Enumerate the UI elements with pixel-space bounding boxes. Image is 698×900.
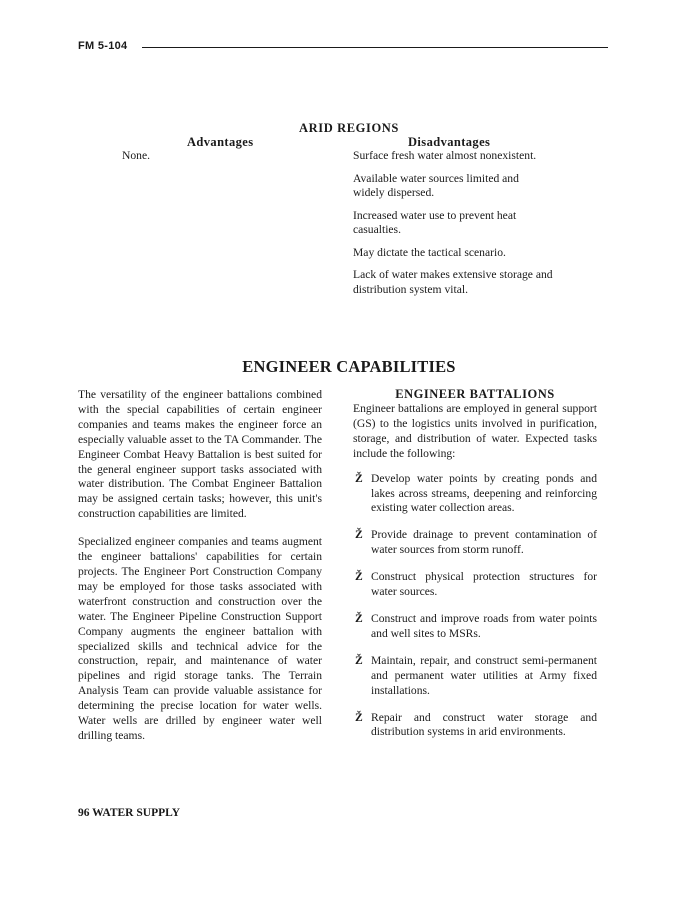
paragraph: Specialized engineer companies and teams augment the engineer battalions' capabilities for certain projects. The Engineer Port Construction Company may be employed for those tasks associated with waterfront construction and construction over the water. The Engineer Pipeline Construction Support Company augments the engineer battalion with specialized skills and technical advice for the construction, repair, and maintenance of water pipelines and rigid storage tanks. The Terrain Analysis Team can provide valuable assistance for determining the precise location for water wells. Water wells are drilled by engineer water well drilling teams. (78, 535, 322, 742)
disadvantages-list (353, 149, 553, 305)
bullet-icon: Ž (355, 471, 363, 485)
bullet-icon: Ž (355, 653, 363, 667)
task-text: Provide drainage to prevent contamination of water sources from storm runoff. (371, 528, 597, 557)
tasks-list (353, 472, 597, 741)
bullet-icon: Ž (355, 570, 363, 584)
disadvantage-item: Increased water use to prevent heat casualties. (353, 208, 517, 236)
task-text: Construct physical protection structures for water sources. (371, 570, 597, 599)
disadvantage-item: May dictate the tactical scenario. (353, 245, 506, 259)
engineer-battalions-intro: Engineer battalions are employed in general support (GS) to the logistics units involved in purification, storage, and distribution of water. Expected tasks include the following: (353, 402, 597, 460)
task-text: Maintain, repair, and construct semi-permanent and permanent water utilities at Army fixed installations. (371, 653, 597, 697)
disadvantage-item: Surface fresh water almost nonexistent. (353, 149, 537, 162)
page-header (78, 40, 608, 56)
task-item (353, 612, 597, 642)
task-text: Develop water points by creating ponds and lakes across streams, deepening and reinforcing existing water collection areas. (371, 471, 597, 515)
task-item (353, 570, 597, 600)
disadvantage-item: Lack of water makes extensive storage and distribution system vital. (353, 268, 553, 296)
right-column (353, 386, 597, 752)
section-title: ENGINEER CAPABILITIES (242, 357, 456, 376)
advantages-heading: Advantages (187, 135, 254, 149)
task-item (353, 654, 597, 699)
bullet-icon: Ž (355, 611, 363, 625)
left-column (78, 388, 322, 757)
engineer-battalions-title: ENGINEER BATTALIONS (395, 387, 555, 401)
task-item (353, 528, 597, 558)
task-text: Construct and improve roads from water points and well sites to MSRs. (371, 611, 597, 640)
bullet-icon: Ž (355, 528, 363, 542)
manual-number: FM 5-104 (78, 40, 128, 52)
task-text: Repair and construct water storage and distribution systems in arid environments. (371, 710, 597, 739)
header-rule (142, 47, 608, 48)
disadvantage-item: Available water sources limited and widely dispersed. (353, 171, 519, 199)
disadvantages-heading: Disadvantages (408, 135, 491, 149)
task-item (353, 472, 597, 517)
page-footer: 96 WATER SUPPLY (78, 807, 181, 819)
paragraph: The versatility of the engineer battalions combined with the special capabilities of certain engineer companies and teams makes the engineer force an especially valuable asset to the TA Commander. The Engineer Combat Heavy Battalion is best suited for the general engineer support tasks associated with water distribution. The Combat Engineer Battalion may be assigned certain tasks; however, this unit's construction capabilities are limited. (78, 388, 322, 521)
bullet-icon: Ž (355, 710, 363, 724)
task-item (353, 711, 597, 741)
advantage-item: None. (122, 149, 151, 162)
arid-regions-title: ARID REGIONS (299, 121, 399, 135)
